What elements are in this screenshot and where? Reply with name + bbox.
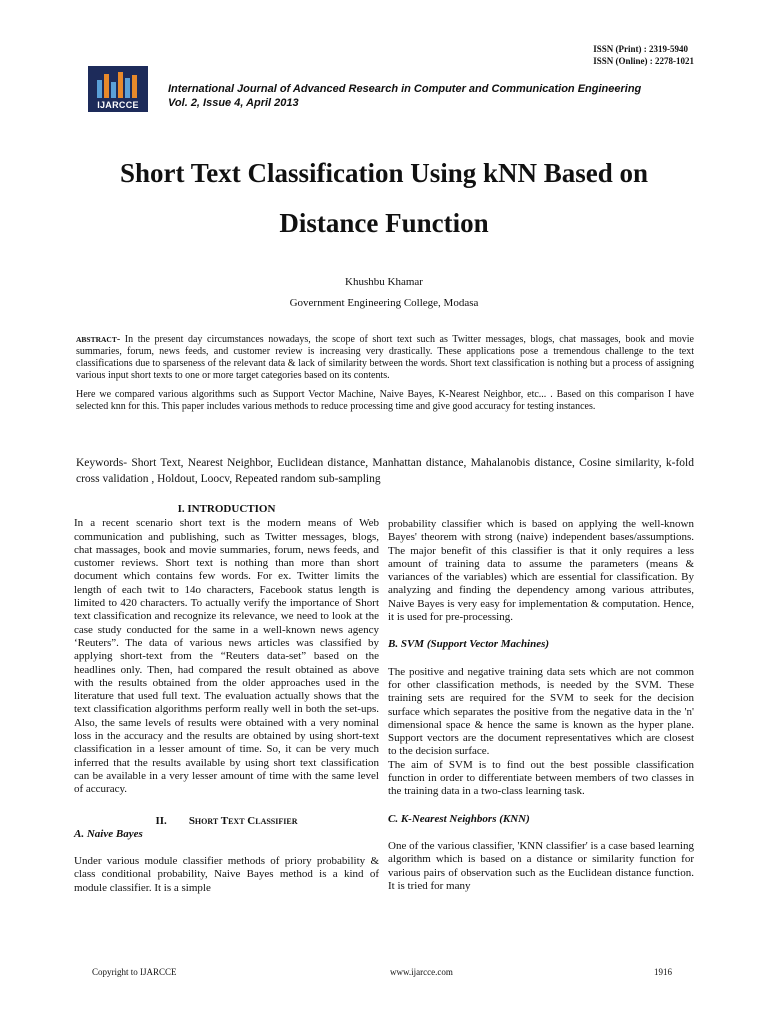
paper-title [40,148,728,248]
author-name: Khushbu Khamar [345,276,423,288]
issn-block [593,43,694,67]
left-column [74,503,379,895]
knn-text: One of the various classifier, 'KNN classifier' is a case based learning algorithm which is based on a distance or similarity function for various pairs of observation such as the Euclidean distance function. It is tried for many [388,839,694,892]
abstract-label: ABSTRACT [76,335,117,344]
footer-page-number: 1916 [654,967,672,977]
subsection-a-heading: A. Naive Bayes [74,827,143,840]
footer-copyright: Copyright to IJARCCE [92,967,177,977]
journal-volume: Vol. 2, Issue 4, April 2013 [168,97,299,109]
journal-name: International Journal of Advanced Research in Computer and Communication Engineering [168,83,642,95]
intro-text: In a recent scenario short text is the modern means of Web communication and publishing, such as Twitter messages, blogs, chat massages, book and movie summaries, forum, news feeds, and customer reviews. Short text is nothing than more than short document which contains few words. For ex. Twitter limits the length of each twit to 14o characters, Facebook status length is limited to 420 characters. To actually verify the importance of Short text classification and recognize its relevance, we need to look at the case study conducted for the same in a well-known news agency ‘Reuters”. The data of various news articles was classified by applying short-text from the “Reuters data-set” based on the headlines only. Then, had compared the result obtained as above with the results obtained from the older approaches used in the literature that used full text. The evaluation actually shows that the text classification algorithms perform really well in both the set-ups. Also, the same levels of results were obtained with a very nominal loss in the accuracy and the results are obtained by using short-text classification in a lesser amount of time. So, it can be very much inferred that the results available by using short text classification can be available in a very lesser amount of time with the same level of accuracy. [74,517,379,796]
section-2-heading [74,815,379,828]
abstract [76,334,694,420]
title-line-1: Short Text Classification Using kNN Based on [119,158,649,188]
svm-paragraph-2: The aim of SVM is to find out the best possible classification function in order to differentiate between members of two classes in the training data in a two-class learning task. [388,758,694,798]
title-line-2: Distance Function [279,208,489,238]
logo-text: IJARCCE [97,100,139,110]
section-2-title: Short Text Classifier [188,814,298,827]
ijarcce-logo [88,66,148,112]
abstract-paragraph-2: Here we compared various algorithms such as Support Vector Machine, Naive Bayes, K-Nearest Neighbor, etc... . Based on this comparison I have selected knn for this. This paper includes various methods to reduce processing time and give good accuracy for testing instances. [76,389,694,412]
naive-bayes-text-continued: probability classifier which is based on applying the well-known Bayes' theorem with strong (naive) independent bases/assumptions. The major benefit of this classifier is that it only requires a less amount of training data to assume the parameters (means & variances of the variables) which are essential for classification. By analyzing and finding the dependency among various attributes, Naive Bayes is very easy for implementation & computation. Hence, it is used for pre-processing. [388,518,694,624]
issn-online: ISSN (Online) : 2278-1021 [593,56,694,66]
footer-url: www.ijarcce.com [390,967,453,977]
logo-graphic-icon [94,70,142,98]
abstract-paragraph-1: - In the present day circumstances nowadays, the scope of short text such as Twitter messages, blogs, chat massages, book and movie summaries, forum, news feeds, and customer review is increasing very drastically. These applications pose a tremendous challenge to the text classifications due to sparseness of the relevant data & lack of similarity between the words. Short text classification is nothing but a process of assigning various input short texts to one or more target categories based on its contents. [76,334,694,381]
author-affiliation: Government Engineering College, Modasa [289,297,479,309]
author-block [0,272,768,314]
keywords: Keywords- Short Text, Nearest Neighbor, Euclidean distance, Manhattan distance, Mahalanobis distance, Cosine similarity, k-fold cross validation , Holdout, Loocv, Repeated random sub-sampling [76,457,694,485]
naive-bayes-text: Under various module classifier methods of priory probability & class conditional probability, Naive Bayes method is a kind of module classifier. It is a simple [74,855,379,894]
issn-print: ISSN (Print) : 2319-5940 [593,44,688,54]
section-2-number: II. [155,814,167,827]
subsection-c-heading: C. K-Nearest Neighbors (KNN) [388,812,530,825]
svm-paragraph-1: The positive and negative training data sets which are not common for other classification methods, is needed by the SVM. These training sets are required for the SVM to seek for the decision surface which separates the positive from the negative data in the 'n' dimensional space & hence the same is known as the hyper plane. Support vectors are the document representatives which are closest to the decision surface. [388,665,694,758]
subsection-b-heading: B. SVM (Support Vector Machines) [388,638,550,651]
right-column [388,518,694,893]
journal-header [168,82,641,110]
section-1-heading: I. INTRODUCTION [177,503,276,515]
